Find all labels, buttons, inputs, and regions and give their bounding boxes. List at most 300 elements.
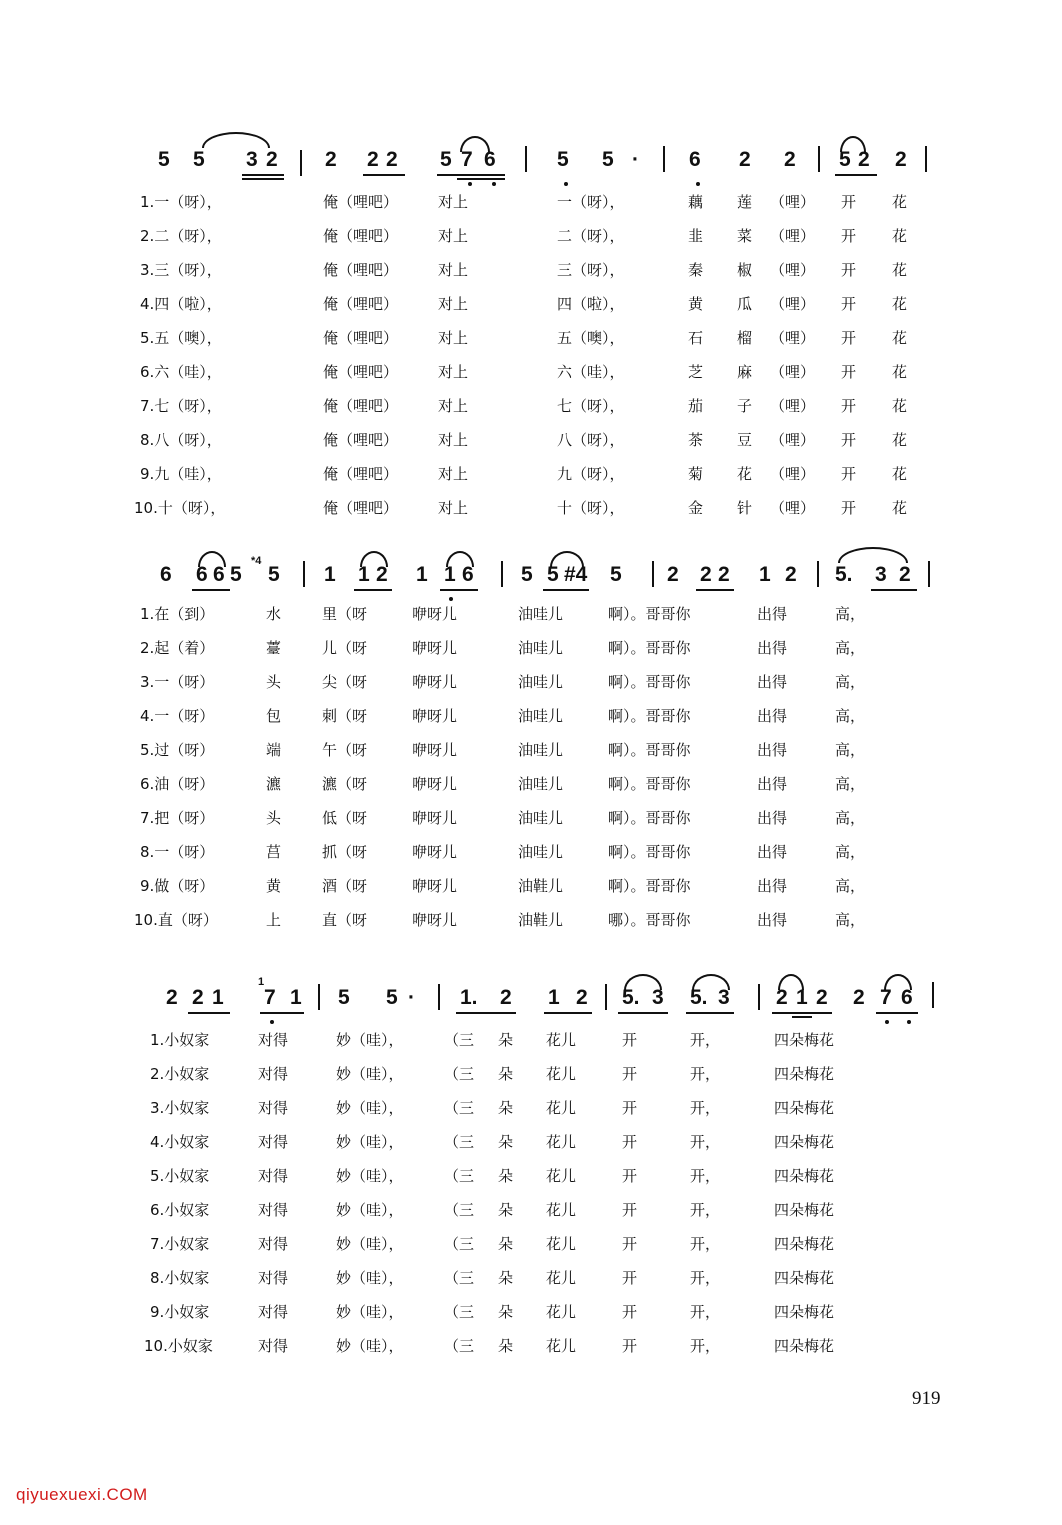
- note: 1.: [460, 986, 478, 1009]
- note: 1: [324, 563, 336, 586]
- lyric: 4.四（啦），: [140, 295, 222, 313]
- note: 2: [899, 563, 911, 586]
- slur: [624, 974, 662, 990]
- lyric: 低（呀: [322, 809, 368, 827]
- lyric: 油鞋儿: [518, 911, 564, 929]
- lyric: 四（啦），: [557, 295, 625, 313]
- lyric: 莒: [266, 843, 282, 861]
- lyric: 妙（哇），: [336, 1337, 404, 1355]
- lyric: 花儿: [546, 1337, 577, 1355]
- lyric: 头: [266, 809, 282, 827]
- note: 5: [193, 148, 205, 171]
- lyric: 啊）。哥哥你: [608, 809, 691, 827]
- lyric: 7.七（呀），: [140, 397, 222, 415]
- note: 5: [268, 563, 280, 586]
- lyric: （哩）: [770, 465, 816, 483]
- lyric: 5.小奴家: [150, 1167, 210, 1185]
- lyric: 哪）。哥哥你: [608, 911, 691, 929]
- lyric-row: [0, 327, 1062, 357]
- lyric: 包: [266, 707, 282, 725]
- lyric: 午（呀: [322, 741, 368, 759]
- page-number: 919: [912, 1388, 941, 1409]
- lyric: 花儿: [546, 1201, 577, 1219]
- note: 2: [776, 986, 788, 1009]
- lyric: 对上: [438, 499, 469, 517]
- note: 3: [718, 986, 730, 1009]
- lyric: 四朵梅花: [774, 1133, 835, 1151]
- note: 3: [875, 563, 887, 586]
- lyric: 开: [622, 1269, 638, 1287]
- lyric: 九（呀），: [557, 465, 625, 483]
- barline: [605, 984, 607, 1010]
- lyric: （哩）: [770, 329, 816, 347]
- note: 2: [266, 148, 278, 171]
- note: 2: [853, 986, 865, 1009]
- lyric: 对上: [438, 261, 469, 279]
- slur: [692, 974, 730, 990]
- lyric-row: [0, 395, 1062, 425]
- lyric: 开: [622, 1065, 638, 1083]
- lyric: 三（呀），: [557, 261, 625, 279]
- underline: [772, 1012, 832, 1014]
- lyric: 莲: [737, 193, 753, 211]
- lyric: 花: [892, 499, 908, 517]
- lyric: 开，: [690, 1337, 721, 1355]
- note: 2: [192, 986, 204, 1009]
- lyric: 开: [841, 261, 857, 279]
- note: 2: [500, 986, 512, 1009]
- lyric: 油哇儿: [518, 775, 564, 793]
- barline: [652, 561, 654, 587]
- lyric-row: [0, 1029, 1062, 1059]
- lyric: 高，: [835, 673, 866, 691]
- note: 5: [521, 563, 533, 586]
- note: 1: [212, 986, 224, 1009]
- lyric: 十（呀），: [557, 499, 625, 517]
- note: 7: [880, 986, 892, 1009]
- lyric: 咿呀儿: [412, 707, 458, 725]
- lyric: 对得: [258, 1303, 289, 1321]
- lyric: 开，: [690, 1065, 721, 1083]
- lyric: 四朵梅花: [774, 1167, 835, 1185]
- lyric: 6.油（呀）: [140, 775, 215, 793]
- lyric: 开，: [690, 1201, 721, 1219]
- lyric: 菜: [737, 227, 753, 245]
- lyric: 高，: [835, 741, 866, 759]
- note: 5.: [690, 986, 708, 1009]
- lyric: 开: [841, 465, 857, 483]
- lyric: （三: [444, 1031, 475, 1049]
- underline: [260, 1012, 304, 1014]
- lyric: 开: [841, 295, 857, 313]
- note: 5: [440, 148, 452, 171]
- note: 5: [158, 148, 170, 171]
- lyric: 对上: [438, 431, 469, 449]
- lyric: 对上: [438, 363, 469, 381]
- lyric-row: [0, 1199, 1062, 1229]
- lyric: 抓（呀: [322, 843, 368, 861]
- lyric: 四朵梅花: [774, 1337, 835, 1355]
- low-octave-dot: [696, 182, 700, 186]
- lyric: （哩）: [770, 499, 816, 517]
- watermark[interactable]: qiyuexuexi.COM: [16, 1485, 148, 1504]
- underline: [440, 589, 478, 591]
- lyric: 八（呀），: [557, 431, 625, 449]
- lyric: 朵: [498, 1099, 514, 1117]
- low-octave-dot: [885, 1020, 889, 1024]
- lyric-row: [0, 191, 1062, 221]
- lyric: 开: [841, 227, 857, 245]
- note: 5: [610, 563, 622, 586]
- lyric: 出得: [757, 741, 788, 759]
- lyric: 3.三（呀），: [140, 261, 222, 279]
- lyric: 咿呀儿: [412, 775, 458, 793]
- lyric: 朵: [498, 1031, 514, 1049]
- lyric: （哩）: [770, 363, 816, 381]
- lyric: 10.直（呀）: [134, 911, 218, 929]
- lyric: 对得: [258, 1133, 289, 1151]
- lyric: （哩）: [770, 261, 816, 279]
- note: 2: [386, 148, 398, 171]
- lyric: 菊: [688, 465, 704, 483]
- note: 5: [338, 986, 350, 1009]
- lyric-row: [0, 1063, 1062, 1093]
- lyric: 开: [622, 1031, 638, 1049]
- note: 2: [700, 563, 712, 586]
- lyric: 花: [892, 193, 908, 211]
- notation-line-3: [0, 976, 1062, 1026]
- lyric: 1.小奴家: [150, 1031, 210, 1049]
- lyric-row: [0, 1131, 1062, 1161]
- lyric: 1.在（到）: [140, 605, 215, 623]
- lyric: 6.小奴家: [150, 1201, 210, 1219]
- note: 1: [759, 563, 771, 586]
- lyric: 开: [622, 1303, 638, 1321]
- lyric: 花儿: [546, 1065, 577, 1083]
- lyric: 油哇儿: [518, 639, 564, 657]
- note: 1: [416, 563, 428, 586]
- lyric: 花: [892, 227, 908, 245]
- note: 5: [386, 986, 398, 1009]
- lyric: 五（噢），: [557, 329, 625, 347]
- lyric: 朵: [498, 1065, 514, 1083]
- lyric: （三: [444, 1099, 475, 1117]
- lyric: 花: [892, 431, 908, 449]
- lyric: 5.五（噢），: [140, 329, 222, 347]
- lyric: 六（哇），: [557, 363, 625, 381]
- barline: [525, 146, 527, 172]
- barline: [303, 561, 305, 587]
- lyric: 3.一（呀）: [140, 673, 215, 691]
- lyric: 开，: [690, 1099, 721, 1117]
- lyric: 开，: [690, 1133, 721, 1151]
- lyric: 瀌（呀: [322, 775, 368, 793]
- lyric: 刺（呀: [322, 707, 368, 725]
- lyric: 直（呀: [322, 911, 368, 929]
- lyric: （三: [444, 1303, 475, 1321]
- lyric: 5.过（呀）: [140, 741, 215, 759]
- note: 1: [796, 986, 808, 1009]
- lyric: 开: [622, 1133, 638, 1151]
- lyric: 俺（哩吧）: [323, 465, 399, 483]
- lyric: （三: [444, 1065, 475, 1083]
- lyric: 开，: [690, 1269, 721, 1287]
- barline: [818, 146, 820, 172]
- lyric: 开: [622, 1099, 638, 1117]
- lyric: 出得: [757, 673, 788, 691]
- lyric: 俺（哩吧）: [323, 499, 399, 517]
- lyric: （哩）: [770, 431, 816, 449]
- slur: [838, 547, 908, 563]
- lyric: 针: [737, 499, 753, 517]
- underline: [871, 589, 917, 591]
- lyric-row: [0, 807, 1062, 837]
- barline: [925, 146, 927, 172]
- note: 6: [160, 563, 172, 586]
- lyric: 啊）。哥哥你: [608, 707, 691, 725]
- lyric: 俺（哩吧）: [323, 329, 399, 347]
- lyric: 四朵梅花: [774, 1065, 835, 1083]
- barline: [501, 561, 503, 587]
- lyric: 开: [622, 1201, 638, 1219]
- lyric: 高，: [835, 809, 866, 827]
- low-octave-dot: [468, 182, 472, 186]
- lyric: 9.做（呀）: [140, 877, 215, 895]
- lyric: 啊）。哥哥你: [608, 639, 691, 657]
- lyric: 2.起（着）: [140, 639, 215, 657]
- low-octave-dot: [270, 1020, 274, 1024]
- underline: [457, 178, 505, 180]
- lyric: 开: [841, 193, 857, 211]
- lyric: 对得: [258, 1269, 289, 1287]
- lyric: 俺（哩吧）: [323, 227, 399, 245]
- lyric: 咿呀儿: [412, 911, 458, 929]
- lyric: 出得: [757, 843, 788, 861]
- lyric: 油哇儿: [518, 843, 564, 861]
- lyric: 俺（哩吧）: [323, 261, 399, 279]
- lyric: （哩）: [770, 397, 816, 415]
- lyric: 开，: [690, 1167, 721, 1185]
- lyric: 高，: [835, 707, 866, 725]
- lyric: 对得: [258, 1065, 289, 1083]
- lyric: 花: [892, 363, 908, 381]
- slur: [198, 551, 226, 567]
- lyric: 出得: [757, 877, 788, 895]
- barline: [817, 561, 819, 587]
- lyric: 油哇儿: [518, 809, 564, 827]
- lyric: 开: [622, 1167, 638, 1185]
- barline: [300, 150, 302, 176]
- lyric: 麻: [737, 363, 753, 381]
- lyric: （哩）: [770, 227, 816, 245]
- lyric: 油鞋儿: [518, 877, 564, 895]
- lyric: 出得: [757, 775, 788, 793]
- lyric: 藕: [688, 193, 704, 211]
- lyric: 出得: [757, 707, 788, 725]
- lyric: 瀌: [266, 775, 282, 793]
- note: 2: [718, 563, 730, 586]
- note: 5.: [835, 563, 853, 586]
- lyric: 咿呀儿: [412, 809, 458, 827]
- lyric: 妙（哇），: [336, 1167, 404, 1185]
- lyric-row: [0, 259, 1062, 289]
- underline: [363, 174, 405, 176]
- lyric: 石: [688, 329, 704, 347]
- lyric-row: [0, 671, 1062, 701]
- lyric-row: [0, 773, 1062, 803]
- lyric: 咿呀儿: [412, 605, 458, 623]
- barline: [758, 984, 760, 1010]
- lyric-row: [0, 463, 1062, 493]
- note: 6: [484, 148, 496, 171]
- lyric: 对上: [438, 397, 469, 415]
- lyric: 花儿: [546, 1031, 577, 1049]
- lyric: 油哇儿: [518, 741, 564, 759]
- note: 2: [858, 148, 870, 171]
- note: 6: [901, 986, 913, 1009]
- note: 5: [602, 148, 614, 171]
- lyric: 对上: [438, 329, 469, 347]
- lyric: 四朵梅花: [774, 1099, 835, 1117]
- underline: [544, 1012, 592, 1014]
- lyric: 对得: [258, 1167, 289, 1185]
- lyric: 啊）。哥哥你: [608, 741, 691, 759]
- note: 5: [230, 563, 242, 586]
- note: 1: [358, 563, 370, 586]
- lyric: 上: [266, 911, 282, 929]
- note: 6: [213, 563, 225, 586]
- lyric: 端: [266, 741, 282, 759]
- lyric: 妙（哇），: [336, 1201, 404, 1219]
- lyric: （三: [444, 1337, 475, 1355]
- barline: [438, 984, 440, 1010]
- slur: [360, 551, 388, 567]
- note: 1: [444, 563, 456, 586]
- lyric: 妙（哇），: [336, 1303, 404, 1321]
- underline: [242, 174, 284, 176]
- lyric: 8.一（呀）: [140, 843, 215, 861]
- underline: [242, 178, 284, 180]
- note: 5: [547, 563, 559, 586]
- note: 1: [290, 986, 302, 1009]
- note: 2: [325, 148, 337, 171]
- lyric: 啊）。哥哥你: [608, 843, 691, 861]
- lyric: 花: [892, 261, 908, 279]
- slur: [202, 132, 270, 148]
- lyric: 朵: [498, 1201, 514, 1219]
- lyric: 开: [841, 431, 857, 449]
- lyric-row: [0, 1267, 1062, 1297]
- lyric: 对得: [258, 1031, 289, 1049]
- lyric-row: [0, 361, 1062, 391]
- lyric-row: [0, 739, 1062, 769]
- underline: [686, 1012, 734, 1014]
- lyric: 对得: [258, 1099, 289, 1117]
- lyric: 花儿: [546, 1303, 577, 1321]
- barline: [928, 561, 930, 587]
- lyric: 啊）。哥哥你: [608, 877, 691, 895]
- lyric: （三: [444, 1201, 475, 1219]
- note: 6: [689, 148, 701, 171]
- underline: [437, 174, 505, 176]
- lyric: 二（呀），: [557, 227, 625, 245]
- lyric: 2.小奴家: [150, 1065, 210, 1083]
- lyric: 开: [841, 363, 857, 381]
- lyric: 高，: [835, 911, 866, 929]
- underline: [354, 589, 392, 591]
- lyric-row: [0, 603, 1062, 633]
- lyric: 9.九（哇），: [140, 465, 222, 483]
- lyric: 啊）。哥哥你: [608, 605, 691, 623]
- note: #4: [564, 563, 588, 586]
- underline: [456, 1012, 516, 1014]
- lyric: 开，: [690, 1235, 721, 1253]
- lyric: 薹: [266, 639, 282, 657]
- lyric-row: [0, 1301, 1062, 1331]
- lyric: 10.小奴家: [144, 1337, 213, 1355]
- lyric: 9.小奴家: [150, 1303, 210, 1321]
- lyric: 头: [266, 673, 282, 691]
- lyric: 对上: [438, 193, 469, 211]
- lyric: （三: [444, 1167, 475, 1185]
- lyric-row: [0, 875, 1062, 905]
- slur: [550, 551, 584, 567]
- note: 2: [166, 986, 178, 1009]
- barline: [932, 982, 934, 1008]
- lyric: 4.小奴家: [150, 1133, 210, 1151]
- lyric: 妙（哇），: [336, 1099, 404, 1117]
- lyric: 四朵梅花: [774, 1201, 835, 1219]
- lyric: 尖（呀: [322, 673, 368, 691]
- lyric: 开，: [690, 1031, 721, 1049]
- slur: [460, 136, 490, 152]
- lyric: 对得: [258, 1337, 289, 1355]
- note: 2: [367, 148, 379, 171]
- lyric: 花: [892, 465, 908, 483]
- lyric: 黄: [688, 295, 704, 313]
- note: 6: [196, 563, 208, 586]
- lyric: 四朵梅花: [774, 1269, 835, 1287]
- low-octave-dot: [492, 182, 496, 186]
- lyric: （三: [444, 1269, 475, 1287]
- lyric: 花: [737, 465, 753, 483]
- lyric: 高，: [835, 775, 866, 793]
- note: 3: [652, 986, 664, 1009]
- lyric: 秦: [688, 261, 704, 279]
- lyric: 开: [841, 499, 857, 517]
- lyric: 花: [892, 329, 908, 347]
- lyric: 花儿: [546, 1099, 577, 1117]
- lyric: 四朵梅花: [774, 1031, 835, 1049]
- underline: [876, 1012, 918, 1014]
- slur: [884, 974, 912, 990]
- lyric: 高，: [835, 639, 866, 657]
- lyric: 1.一（呀），: [140, 193, 222, 211]
- low-octave-dot: [449, 597, 453, 601]
- underline: [543, 589, 589, 591]
- lyric-row: [0, 293, 1062, 323]
- note: 2: [576, 986, 588, 1009]
- lyric: 2.二（呀），: [140, 227, 222, 245]
- lyric: 7.小奴家: [150, 1235, 210, 1253]
- lyric: （哩）: [770, 193, 816, 211]
- lyric: 儿（呀: [322, 639, 368, 657]
- underline: [618, 1012, 668, 1014]
- lyric: 妙（哇），: [336, 1235, 404, 1253]
- underline: [192, 589, 230, 591]
- lyric-row: [0, 225, 1062, 255]
- lyric: 妙（哇），: [336, 1065, 404, 1083]
